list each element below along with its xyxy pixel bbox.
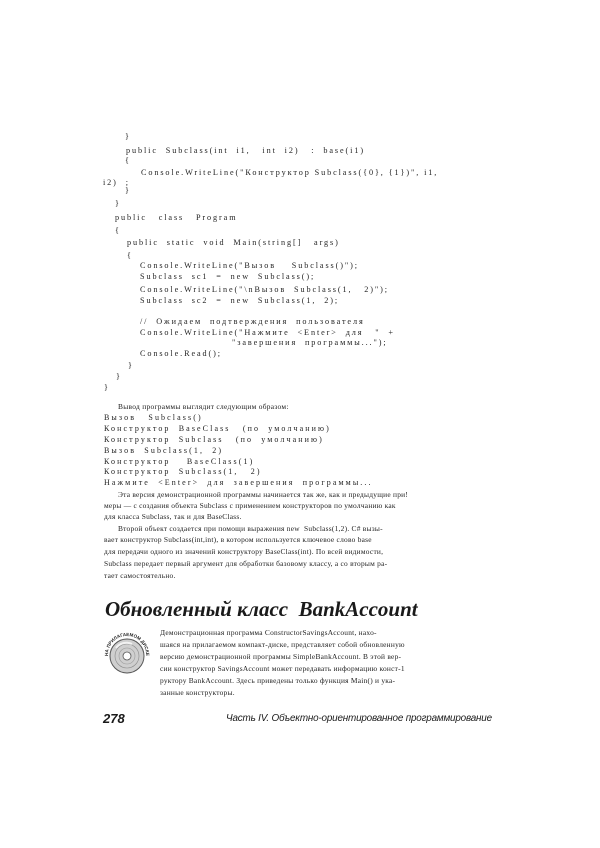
code-line: } (125, 132, 131, 141)
code-line: } (104, 383, 110, 392)
cd-label: НА ПРИЛАГАЕМОМ ДИСКЕ (103, 631, 151, 657)
code-line: Subclass sc1 = new Subclass(); (140, 272, 316, 281)
code-line: } (128, 361, 134, 370)
text-line: тает самостоятельно. (104, 571, 176, 580)
code-line: Console.Read(); (140, 349, 222, 358)
running-footer: Часть IV. Объектно-ориентированное программирование (226, 712, 492, 724)
code-line: Console.WriteLine("Вызов Subclass()"); (140, 261, 359, 270)
output-intro: Вывод программы выглядит следующим образом: (118, 402, 289, 411)
code-line: Console.WriteLine("\nВызов Subclass(1, 2)"); (140, 285, 389, 294)
text-line: Второй объект создается при помощи выражения new Subclass(1,2). C# вызы- (118, 524, 383, 533)
output-line: Конструктор BaseClass (по умолчанию) (104, 424, 331, 433)
text-line: вает конструктор Subclass(int,int), в котором используется ключевое слово base (104, 535, 372, 544)
code-line: } (116, 372, 122, 381)
output-line: Конструктор BaseClass(1) (104, 457, 255, 466)
output-line: Конструктор Subclass(1, 2) (104, 467, 262, 476)
code-line: { (125, 156, 131, 165)
text-line: для класса Subclass, так и для BaseClass. (104, 512, 242, 521)
output-line: Вызов Subclass() (104, 413, 203, 422)
code-line: { (127, 251, 133, 260)
code-line: public static void Main(string[] args) (127, 238, 340, 247)
code-line: Subclass sc2 = new Subclass(1, 2); (140, 296, 340, 305)
output-line: Вызов Subclass(1, 2) (104, 446, 224, 455)
code-line: // Ожидаем подтверждения пользователя (140, 317, 365, 326)
code-line: i2) ; (103, 178, 130, 187)
text-line: занные конструкторы. (160, 688, 235, 697)
code-line: } (125, 186, 131, 195)
code-line: { (115, 226, 121, 235)
code-line: Console.WriteLine("Конструктор Subclass({0}, {1})", i1, (141, 168, 439, 177)
text-line: для передачи одного из значений конструктору BaseClass(int). По всей видимости, (104, 547, 384, 556)
text-line: шаяся на прилагаемом компакт-диске, представляет собой обновленную (160, 640, 405, 649)
section-title: Обновленный класс BankAccount (105, 597, 418, 621)
code-line: public class Program (115, 213, 238, 222)
output-line: Нажмите <Enter> для завершения программы... (104, 478, 373, 487)
text-line: руктору BankAccount. Здесь приведены только функция Main() и ука- (160, 676, 396, 685)
cd-disc-icon (102, 628, 152, 678)
text-line: Subclass передает первый аргумент для обработки базовому классу, а со вторым ра- (104, 559, 388, 568)
code-line: "завершения программы..."); (232, 338, 388, 347)
text-line: меры — с создания объекта Subclass с применением конструкторов по умолчанию как (104, 501, 396, 510)
output-line: Конструктор Subclass (по умолчанию) (104, 435, 324, 444)
text-line: сии конструктор SavingsAccount может передавать информацию конст-1 (160, 664, 405, 673)
code-line: public Subclass(int i1, int i2) : base(i1) (126, 146, 365, 155)
text-line: версию демонстрационной программы SimpleBankAccount. В этой вер- (160, 652, 402, 661)
text-line: Демонстрационная программа ConstructorSavingsAccount, нахо- (160, 628, 377, 637)
code-line: } (115, 199, 121, 208)
code-line: Console.WriteLine("Нажмите <Enter> для " + (140, 328, 395, 337)
text-line: Эта версия демонстрационной программы начинается так же, как и предыдущие при! (118, 490, 409, 499)
page-number: 278 (103, 711, 125, 726)
code-listing (0, 0, 439, 392)
